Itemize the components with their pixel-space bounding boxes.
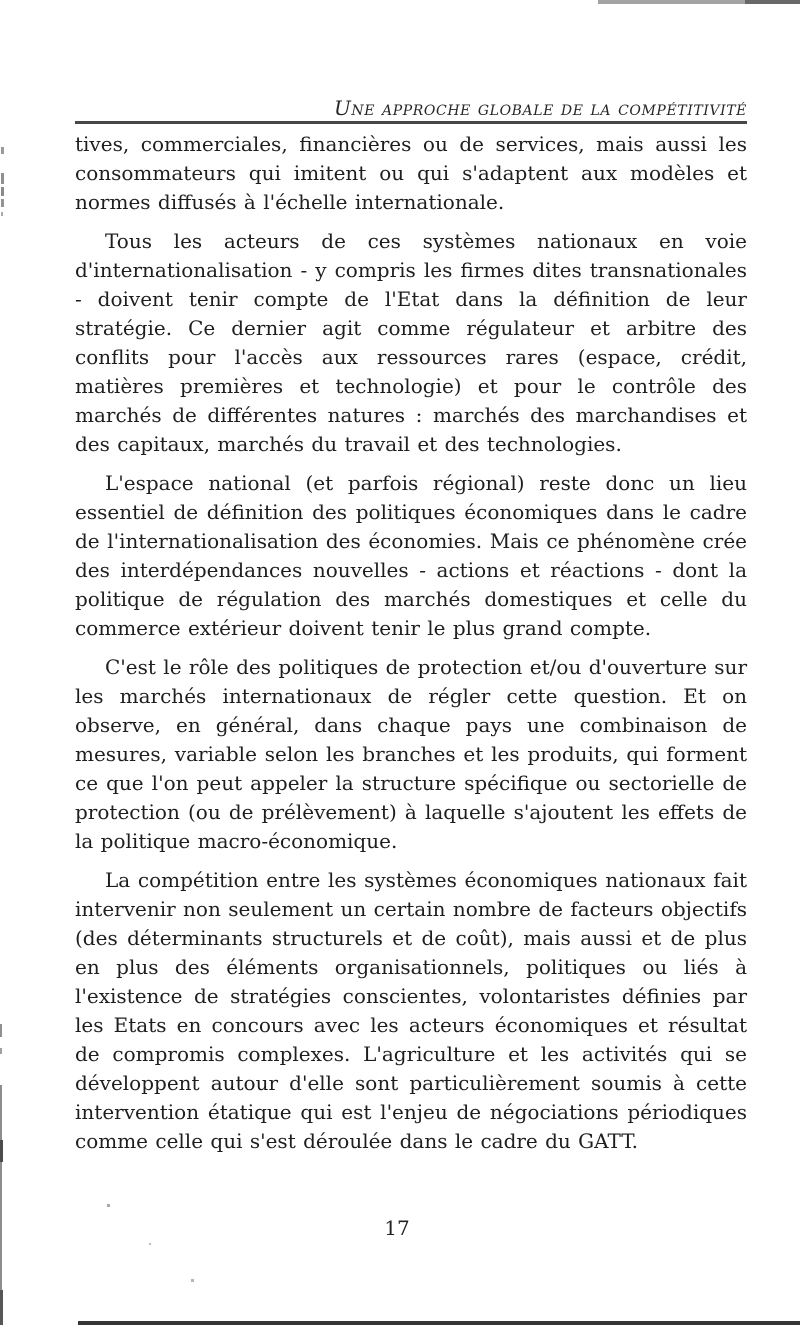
paragraph: tives, commerciales, financières ou de services, mais aussi les consommateurs qui imitent ou qui s'adaptent aux modèles et normes diffusés à l'échelle internationale. — [75, 132, 747, 214]
scan-artifact-top-bar-light — [598, 0, 745, 4]
scan-artifact-edge-dash — [1, 187, 4, 196]
scan-artifact-speck — [191, 1279, 194, 1282]
header-rule — [75, 121, 747, 124]
scan-artifact-bottom-bar — [78, 1321, 800, 1325]
scan-artifact-speck — [107, 1204, 110, 1207]
scan-artifact-speck — [149, 1243, 151, 1245]
page-number: 17 — [384, 1216, 410, 1240]
scan-artifact-edge-dash — [0, 1024, 2, 1037]
scan-artifact-edge-line — [0, 1085, 2, 1140]
scan-artifact-edge-dash — [1, 173, 4, 184]
scan-artifact-edge-dash — [0, 1048, 2, 1054]
scan-artifact-edge-dash — [1, 212, 3, 216]
scan-artifact-top-bar-dark — [745, 0, 800, 4]
paragraph: C'est le rôle des politiques de protection et/ou d'ouverture sur les marchés internationaux de régler cette question. Et on observe, en général, dans chaque pays une combinaison de mesures, variable selon les branches et les produits, qui forment ce que l'on peut appeler la structure spécifique ou sectorielle de protection (ou de prélèvement) à laquelle s'ajoutent les effets de la politique macro-économique. — [75, 655, 747, 853]
scan-artifact-edge-dash — [1, 199, 4, 207]
scan-artifact-edge-line — [0, 1140, 3, 1162]
scan-artifact-edge-line — [0, 1290, 3, 1325]
paragraph: Tous les acteurs de ces systèmes nationaux en voie d'internationalisation - y compris les firmes dites transnationales - doivent tenir compte de l'Etat dans la définition de leur stratégie. Ce dernier agit comme régulateur et arbitre des conflits pour l'accès aux ressources rares (espace, crédit, matières premières et technologie) et pour le contrôle des marchés de différentes natures : marchés des marchandises et des capitaux, marchés du travail et des technologies. — [75, 229, 747, 456]
paragraph: L'espace national (et parfois régional) reste donc un lieu essentiel de définition des politiques économiques dans le cadre de l'internationalisation des économies. Mais ce phénomène crée des interdépendances nouvelles - actions et réactions - dont la politique de régulation des marchés domestiques et celle du commerce extérieur doivent tenir le plus grand compte. — [75, 471, 747, 640]
paragraph: La compétition entre les systèmes économiques nationaux fait intervenir non seulement un certain nombre de facteurs objectifs (des déterminants structurels et de coût), mais aussi et de plus en plus des éléments organisationnels, politiques ou liés à l'existence de stratégies conscientes, volontaristes définies par les Etats en concours avec les acteurs économiques et résultat de compromis complexes. L'agriculture et les activités qui se développent autour d'elle sont particulièrement soumis à cette intervention étatique qui est l'enjeu de négociations périodiques comme celle qui s'est déroulée dans le cadre du GATT. — [75, 868, 747, 1153]
running-header-title: Une approche globale de la compétitivité — [333, 96, 747, 120]
body-text-block — [75, 130, 747, 1166]
scan-artifact-edge-dash — [1, 147, 4, 154]
